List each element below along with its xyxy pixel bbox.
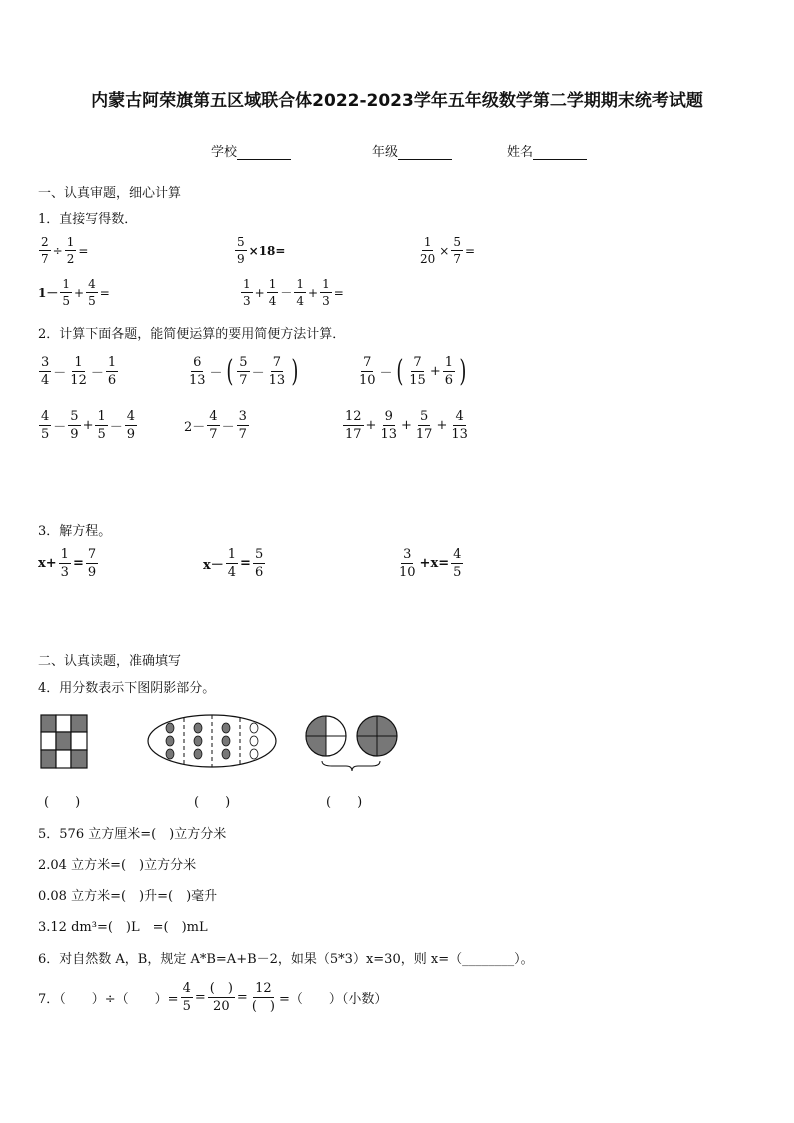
q2-expr-1: $\frac{3}{4}$ － $\frac{1}{12}$ － $\frac{1}{6}$: [41, 355, 117, 388]
q5-line-2: 2.04 立方米=( )立方分米: [38, 858, 197, 873]
oval-dots-figure: [146, 713, 278, 769]
checker-grid-figure: [40, 714, 90, 770]
q5-line-1: 5．576 立方厘米=( )立方分米: [38, 827, 227, 842]
q3-equation-3: $\frac{3}{10}$ +x= $\frac{4}{5}$: [399, 547, 462, 580]
q4-answer-1[interactable]: ( ): [44, 795, 81, 810]
q3-equation-2: x－ $\frac{1}{4}$ = $\frac{5}{6}$: [203, 547, 264, 580]
q6-text: 6．对自然数 A，B，规定 A*B=A+B－2，如果（5*3）x=30，则 x=（________）。: [38, 952, 534, 967]
q2-label: 2．计算下面各题，能简便运算的要用简便方法计算．: [38, 327, 346, 342]
q2-expr-2: $\frac{6}{13}$ － ( $\frac{5}{7}$ － $\frac{7}{13}$ ): [189, 353, 299, 389]
section-1-heading: 一、认真审题，细心计算: [38, 186, 182, 201]
q2-expr-5: 2－ $\frac{4}{7}$ － $\frac{3}{7}$: [184, 409, 247, 442]
q5-line-4: 3.12 dm³=( )L =( )mL: [38, 920, 208, 935]
q4-label: 4．用分数表示下图阴影部分。: [38, 681, 216, 696]
q1-item-2: $\frac{5}{9}$ ×18=: [237, 235, 286, 266]
q7-expression: 7．（ ）÷（ ）= $\frac{4}{5}$ = $\frac{( )}{20}$ = $\frac{12}{( )}$ =（ ）（小数）: [38, 981, 388, 1014]
q1-label: 1．直接写得数．: [38, 212, 138, 227]
q2-expr-6: $\frac{12}{17}$ + $\frac{9}{13}$ + $\frac{5}{17}$ + $\frac{4}{13}$: [345, 409, 468, 442]
circles-figure: [302, 713, 402, 773]
q1-item-5: $\frac{1}{3}$ + $\frac{1}{4}$ － $\frac{1}{4}$ + $\frac{1}{3}$ =: [243, 277, 344, 308]
q5-line-3: 0.08 立方米=( )升=( )毫升: [38, 889, 218, 904]
q2-expr-3: $\frac{7}{10}$ － ( $\frac{7}{15}$ + $\frac{1}{6}$ ): [359, 353, 467, 389]
q3-equation-1: x+ $\frac{1}{3}$ = $\frac{7}{9}$: [38, 547, 97, 580]
section-2-heading: 二、认真读题，准确填写: [38, 654, 182, 669]
school-field: 学校: [211, 141, 291, 160]
q1-item-1: $\frac{2}{7}$ ÷ $\frac{1}{2}$ =: [41, 235, 89, 266]
q4-answer-2[interactable]: ( ): [194, 795, 231, 810]
q3-label: 3．解方程。: [38, 524, 112, 539]
q1-item-3: $\frac{1}{20}$ × $\frac{5}{7}$ =: [420, 235, 476, 266]
grade-field: 年级: [372, 141, 452, 160]
name-field: 姓名: [507, 141, 587, 160]
q1-item-4: 1－ $\frac{1}{5}$ + $\frac{4}{5}$ =: [38, 277, 110, 308]
q4-answer-3[interactable]: ( ): [326, 795, 363, 810]
q2-expr-4: $\frac{4}{5}$ － $\frac{5}{9}$ + $\frac{1}{5}$ － $\frac{4}{9}$: [41, 409, 136, 442]
page-title: 内蒙古阿荣旗第五区域联合体2022-2023学年五年级数学第二学期期末统考试题: [91, 91, 703, 111]
